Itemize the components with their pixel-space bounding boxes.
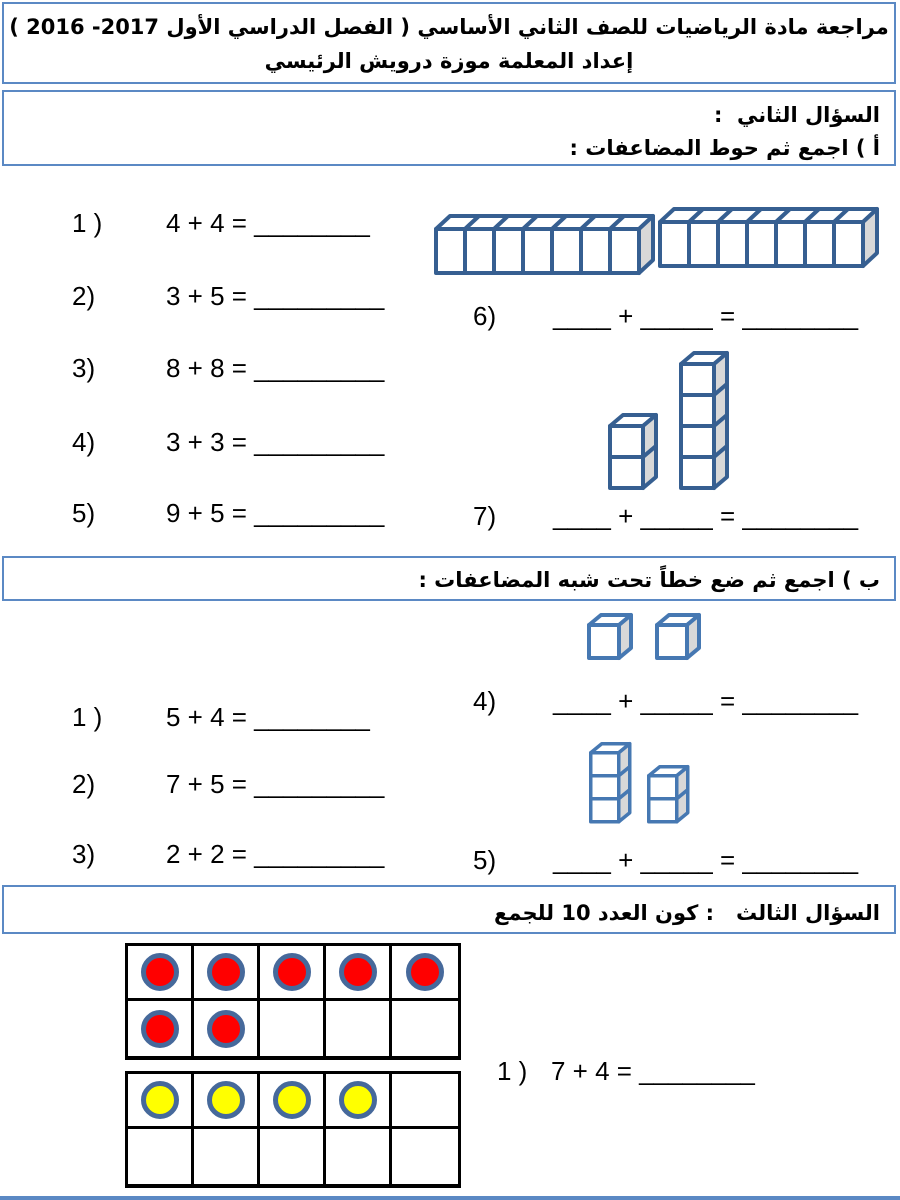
question-number: 7) — [473, 501, 497, 531]
counter-dot — [141, 953, 179, 991]
counter-dot — [339, 953, 377, 991]
cube-tower-figure — [646, 764, 691, 825]
question-number: 5) — [72, 498, 96, 528]
equation-text: 7 + 5 = _________ — [166, 769, 385, 799]
section2-header-box — [2, 90, 896, 166]
ten-frame-cell — [260, 1001, 326, 1056]
cube-rod-figure — [657, 206, 880, 269]
ten-frame-cell — [128, 946, 194, 1001]
counter-dot — [207, 1010, 245, 1048]
equation-text: 3 + 5 = _________ — [166, 281, 385, 311]
ten-frame-cell — [392, 1001, 458, 1056]
section2-part-b-heading: ب ) اجمع ثم ضع خطاً تحت شبه المضاعفات : — [418, 568, 880, 592]
counter-dot — [207, 1081, 245, 1119]
counter-dot — [339, 1081, 377, 1119]
question-number: 1 ) — [497, 1056, 528, 1086]
ten-frame-cell — [326, 1129, 392, 1184]
equation-text: 7 + 4 = ________ — [551, 1056, 755, 1086]
ten-frame-cell — [128, 1129, 194, 1184]
ten-frame-cell — [194, 1129, 260, 1184]
equation-text: 8 + 8 = _________ — [166, 353, 385, 383]
cube-tower-figure — [588, 741, 633, 825]
question-number: 4) — [473, 686, 497, 716]
cube-rod-figure — [433, 213, 656, 276]
question-number: 2) — [72, 769, 96, 799]
ten-frame-cell — [128, 1074, 194, 1129]
equation-blanks: ____ + _____ = ________ — [553, 845, 859, 875]
ten-frame-cell — [194, 946, 260, 1001]
counter-dot — [406, 953, 444, 991]
ten-frame — [125, 943, 461, 1060]
equation-blanks: ____ + _____ = ________ — [553, 301, 859, 331]
question-number: 1 ) — [72, 702, 103, 732]
worksheet-title: مراجعة مادة الرياضيات للصف الثاني الأساسي ( الفصل الدراسي الأول ‎2016 -2017‎ ) — [9, 15, 889, 39]
section2-title: السؤال الثاني : — [713, 103, 880, 127]
ten-frame — [125, 1071, 461, 1188]
ten-frame-cell — [194, 1074, 260, 1129]
ten-frame-cell — [260, 1129, 326, 1184]
ten-frame-cell — [260, 946, 326, 1001]
question-number: 1 ) — [72, 208, 103, 238]
counter-dot — [207, 953, 245, 991]
ten-frame-cell — [260, 1074, 326, 1129]
equation-text: 3 + 3 = _________ — [166, 427, 385, 457]
question-number: 3) — [72, 839, 96, 869]
unit-cube-figure — [654, 612, 702, 661]
counter-dot — [141, 1081, 179, 1119]
question-number: 2) — [72, 281, 96, 311]
equation-blanks: ____ + _____ = ________ — [553, 686, 859, 716]
question-number: 4) — [72, 427, 96, 457]
section3-heading: السؤال الثالث : كون العدد 10 للجمع — [494, 901, 880, 925]
equation-blanks: ____ + _____ = ________ — [553, 501, 859, 531]
worksheet-header-box — [2, 2, 896, 84]
equation-text: 2 + 2 = _________ — [166, 839, 385, 869]
question-number: 5) — [473, 845, 497, 875]
section3-header-box — [2, 885, 896, 934]
ten-frame-cell — [392, 1074, 458, 1129]
worksheet-subtitle: إعداد المعلمة موزة درويش الرئيسي — [264, 49, 634, 73]
ten-frame-cell — [194, 1001, 260, 1056]
ten-frame-cell — [392, 1129, 458, 1184]
question-number: 3) — [72, 353, 96, 383]
equation-text: 5 + 4 = ________ — [166, 702, 370, 732]
cube-tower-figure — [607, 412, 659, 491]
section2-part-a-heading: أ ) اجمع ثم حوط المضاعفات : — [569, 136, 880, 160]
ten-frame-cell — [326, 1074, 392, 1129]
counter-dot — [273, 1081, 311, 1119]
ten-frame-cell — [128, 1001, 194, 1056]
bottom-section-border — [0, 1196, 900, 1200]
equation-text: 9 + 5 = _________ — [166, 498, 385, 528]
section2-part-b-header-box — [2, 556, 896, 601]
counter-dot — [141, 1010, 179, 1048]
equation-text: 4 + 4 = ________ — [166, 208, 370, 238]
cube-tower-figure — [678, 350, 730, 491]
question-number: 6) — [473, 301, 497, 331]
ten-frame-cell — [326, 946, 392, 1001]
ten-frame-cell — [326, 1001, 392, 1056]
ten-frame-cell — [392, 946, 458, 1001]
unit-cube-figure — [586, 612, 634, 661]
counter-dot — [273, 953, 311, 991]
